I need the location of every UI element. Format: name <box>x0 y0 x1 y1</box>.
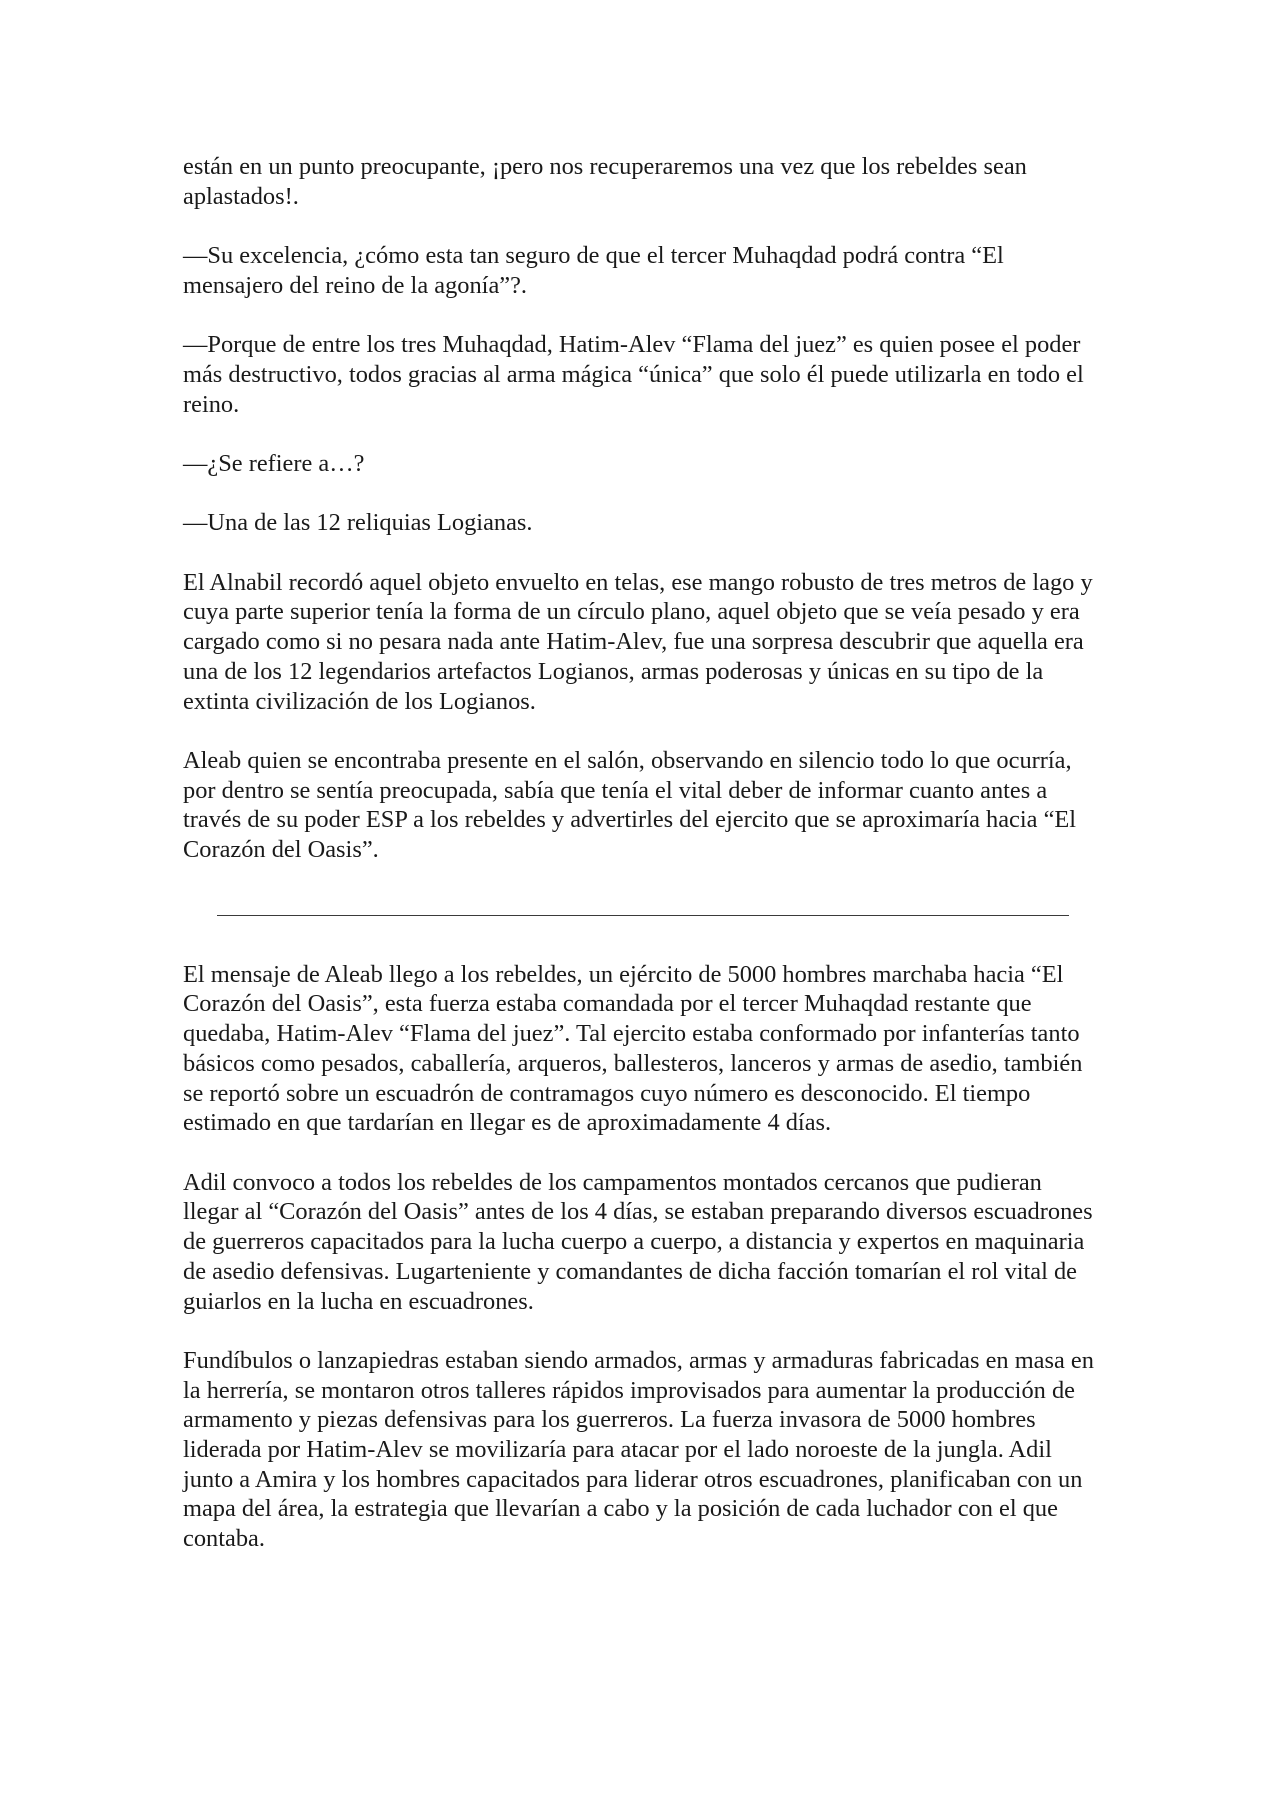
section-one <box>183 152 1103 865</box>
paragraph: —Su excelencia, ¿cómo esta tan seguro de que el tercer Muhaqdad podrá contra “El mensajero del reino de la agonía”?. <box>183 242 1004 299</box>
paragraph: El Alnabil recordó aquel objeto envuelto en telas, ese mango robusto de tres metros de lago y cuya parte superior tenía la forma de un círculo plano, aquel objeto que se veía pesado y era cargado como si no pesara nada ante Hatim-Alev, fue una sorpresa descubrir que aquella era una de los 12 legendarios artefactos Logianos, armas poderosas y únicas en su tipo de la extinta civilización de los Logianos. <box>183 568 1093 715</box>
paragraph: —Una de las 12 reliquias Logianas. <box>183 509 533 537</box>
document-page <box>183 152 1103 1554</box>
paragraph: Aleab quien se encontraba presente en el salón, observando en silencio todo lo que ocurría, por dentro se sentía preocupada, sabía que tenía el vital deber de informar cuanto antes a través de su poder ESP a los rebeldes y advertirles del ejercito que se aproximaría hacia “El Corazón del Oasis”. <box>183 746 1077 864</box>
paragraph: están en un punto preocupante, ¡pero nos recuperaremos una vez que los rebeldes sean aplastados!. <box>183 153 1027 210</box>
section-two <box>183 960 1103 1554</box>
paragraph: —¿Se refiere a…? <box>183 449 365 477</box>
paragraph: El mensaje de Aleab llego a los rebeldes, un ejército de 5000 hombres marchaba hacia “El Corazón del Oasis”, esta fuerza estaba comandada por el tercer Muhaqdad restante que quedaba, Hatim-Alev “Flama del juez”. Tal ejercito estaba conformado por infanterías tanto básicos como pesados, caballería, arqueros, ballesteros, lanceros y armas de asedio, también se reportó sobre un escuadrón de contramagos cuyo número es desconocido. El tiempo estimado en que tardarían en llegar es de aproximadamente 4 días. <box>183 960 1083 1137</box>
section-divider <box>217 915 1069 916</box>
paragraph: Fundíbulos o lanzapiedras estaban siendo armados, armas y armaduras fabricadas en masa en la herrería, se montaron otros talleres rápidos improvisados para aumentar la producción de armamento y piezas defensivas para los guerreros. La fuerza invasora de 5000 hombres liderada por Hatim-Alev se movilizaría para atacar por el lado noroeste de la jungla. Adil junto a Amira y los hombres capacitados para liderar otros escuadrones, planificaban con un mapa del área, la estrategia que llevarían a cabo y la posición de cada luchador con el que contaba. <box>183 1346 1094 1553</box>
paragraph: —Porque de entre los tres Muhaqdad, Hatim-Alev “Flama del juez” es quien posee el poder más destructivo, todos gracias al arma mágica “única” que solo él puede utilizarla en todo el reino. <box>183 331 1084 418</box>
paragraph: Adil convoco a todos los rebeldes de los campamentos montados cercanos que pudieran llegar al “Corazón del Oasis” antes de los 4 días, se estaban preparando diversos escuadrones de guerreros capacitados para la lucha cuerpo a cuerpo, a distancia y expertos en maquinaria de asedio defensivas. Lugarteniente y comandantes de dicha facción tomarían el rol vital de guiarlos en la lucha en escuadrones. <box>183 1168 1093 1315</box>
